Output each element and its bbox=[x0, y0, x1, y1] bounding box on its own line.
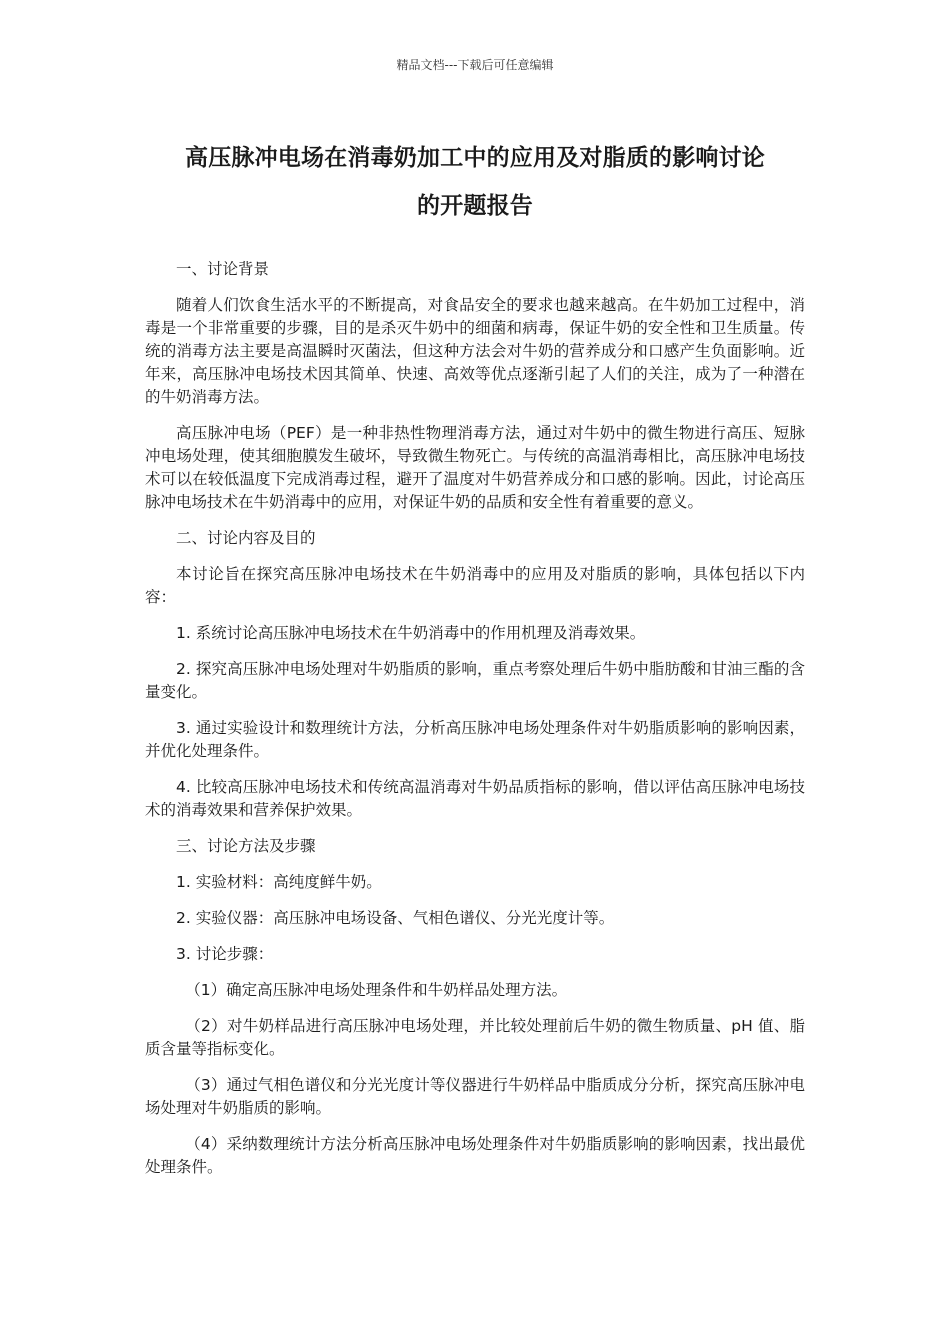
list-item-content-4: 4. 比较高压脉冲电场技术和传统高温消毒对牛奶品质指标的影响，借以评估高压脉冲电场技术的消毒效果和营养保护效果。 bbox=[145, 778, 805, 819]
sub-step-4: （4）采纳数理统计方法分析高压脉冲电场处理条件对牛奶脂质影响的影响因素，找出最优处理条件。 bbox=[145, 1135, 805, 1176]
list-item-content-2: 2. 探究高压脉冲电场处理对牛奶脂质的影响，重点考察处理后牛奶中脂肪酸和甘油三酯的含量变化。 bbox=[145, 660, 805, 701]
sub-step-2: （2）对牛奶样品进行高压脉冲电场处理，并比较处理前后牛奶的微生物质量、pH 值、脂质含量等指标变化。 bbox=[145, 1017, 805, 1058]
section-heading-content: 二、讨论内容及目的 bbox=[176, 529, 316, 547]
document-title-line-1: 高压脉冲电场在消毒奶加工中的应用及对脂质的影响讨论 bbox=[185, 145, 765, 171]
document-title-line-2: 的开题报告 bbox=[417, 193, 533, 219]
sub-step-3: （3）通过气相色谱仪和分光光度计等仪器进行牛奶样品中脂质成分分析，探究高压脉冲电场处理对牛奶脂质的影响。 bbox=[145, 1076, 805, 1117]
list-item-methods-3: 3. 讨论步骤： bbox=[176, 945, 274, 963]
paragraph-content-intro: 本讨论旨在探究高压脉冲电场技术在牛奶消毒中的应用及对脂质的影响，具体包括以下内容： bbox=[145, 565, 805, 606]
list-item-methods-1: 1. 实验材料：高纯度鲜牛奶。 bbox=[176, 873, 382, 891]
list-item-content-3: 3. 通过实验设计和数理统计方法，分析高压脉冲电场处理条件对牛奶脂质影响的影响因素，并优化处理条件。 bbox=[145, 719, 805, 760]
list-item-content-1: 1. 系统讨论高压脉冲电场技术在牛奶消毒中的作用机理及消毒效果。 bbox=[176, 624, 646, 642]
list-item-methods-2: 2. 实验仪器：高压脉冲电场设备、气相色谱仪、分光光度计等。 bbox=[176, 909, 615, 927]
page-header-note: 精品文档---下载后可任意编辑 bbox=[396, 58, 554, 72]
document-title bbox=[145, 134, 805, 230]
section-heading-methods: 三、讨论方法及步骤 bbox=[176, 837, 316, 855]
section-heading-background: 一、讨论背景 bbox=[176, 260, 270, 278]
paragraph-background-1: 随着人们饮食生活水平的不断提高，对食品安全的要求也越来越高。在牛奶加工过程中，消毒是一个非常重要的步骤，目的是杀灭牛奶中的细菌和病毒，保证牛奶的安全性和卫生质量。传统的消毒方法主要是高温瞬时灭菌法，但这种方法会对牛奶的营养成分和口感产生负面影响。近年来，高压脉冲电场技术因其简单、快速、高效等优点逐渐引起了人们的关注，成为了一种潜在的牛奶消毒方法。 bbox=[145, 296, 805, 406]
document-body bbox=[145, 258, 805, 1192]
sub-step-1: （1）确定高压脉冲电场处理条件和牛奶样品处理方法。 bbox=[185, 981, 568, 999]
paragraph-background-2: 高压脉冲电场（PEF）是一种非热性物理消毒方法，通过对牛奶中的微生物进行高压、短脉冲电场处理，使其细胞膜发生破坏，导致微生物死亡。与传统的高温消毒相比，高压脉冲电场技术可以在较低温度下完成消毒过程，避开了温度对牛奶营养成分和口感的影响。因此，讨论高压脉冲电场技术在牛奶消毒中的应用，对保证牛奶的品质和安全性有着重要的意义。 bbox=[145, 424, 805, 511]
